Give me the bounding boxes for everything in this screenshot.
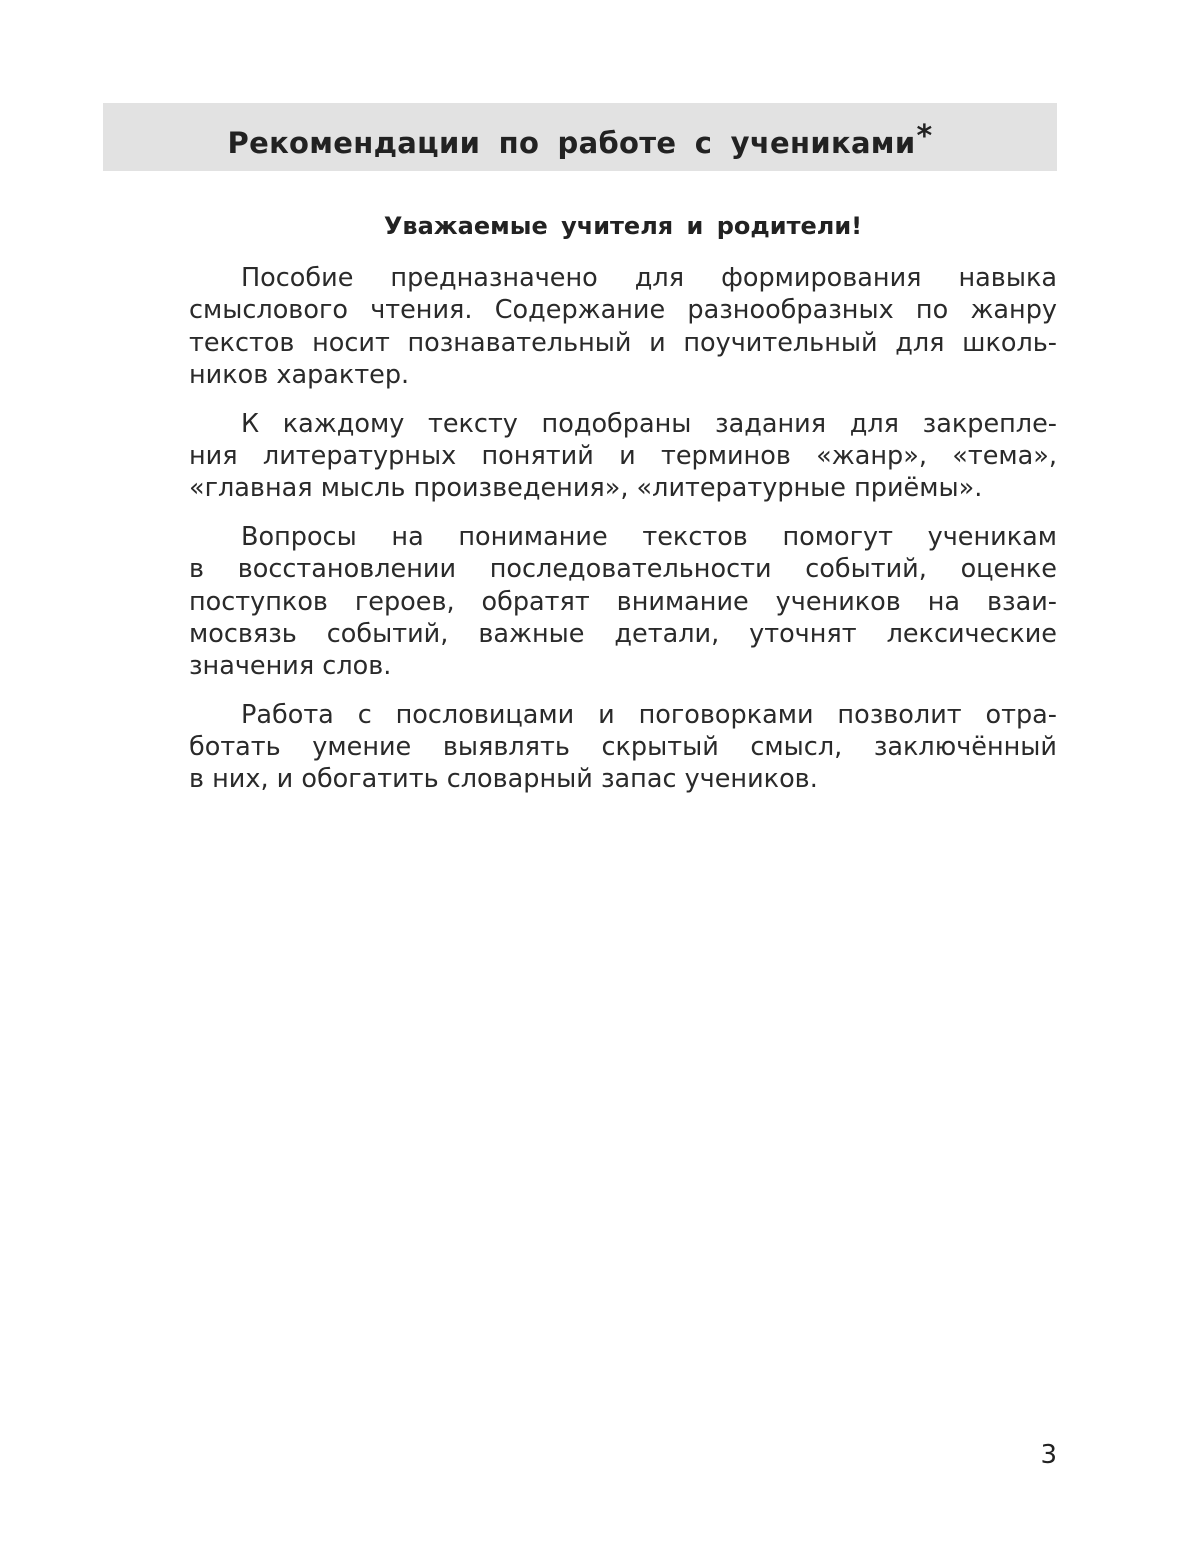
text-line: К каждому тексту подобраны задания для закрепле- [241,408,1057,439]
text-line: ния литературных понятий и терминов «жанр», «тема», [189,440,1057,471]
text-line: Пособие предназначено для формирования навыка [241,263,1057,293]
page-number: 3 [1040,1440,1057,1470]
text-line: значения слов. [189,651,392,682]
text-line: поступков героев, обратят внимание учеников на взаи- [189,586,1057,617]
text-line: «главная мысль произведения», «литературные приёмы». [189,473,983,504]
text-line: Вопросы на понимание текстов помогут ученикам [241,521,1057,552]
text-line: Работа с пословицами и поговорками позволит отра- [241,699,1057,730]
greeting-heading: Уважаемые учителя и родители! [383,212,863,240]
paragraph-3 [189,521,1057,683]
text-line: смыслового чтения. Содержание разнообразных по жанру [189,295,1057,326]
paragraph-1 [189,262,1057,392]
header-band [103,103,1057,171]
text-line: в них, и обогатить словарный запас учеников. [189,764,818,795]
text-line: мосвязь событий, важные детали, уточнят лексические [189,618,1057,649]
text-line: в восстановлении последовательности событий, оценке [189,554,1057,585]
footnote-asterisk: * [916,118,933,154]
text-line: ботать умение выявлять скрытый смысл, заключённый [189,732,1057,763]
text-line: ников характер. [189,360,410,391]
text-line: текстов носит познавательный и поучительный для школь- [189,327,1057,358]
paragraph-2 [189,408,1057,505]
page-title [228,119,933,160]
paragraph-4 [189,699,1057,796]
page-title-text: Рекомендации по работе с учениками [227,125,916,160]
body-text [189,262,1057,812]
